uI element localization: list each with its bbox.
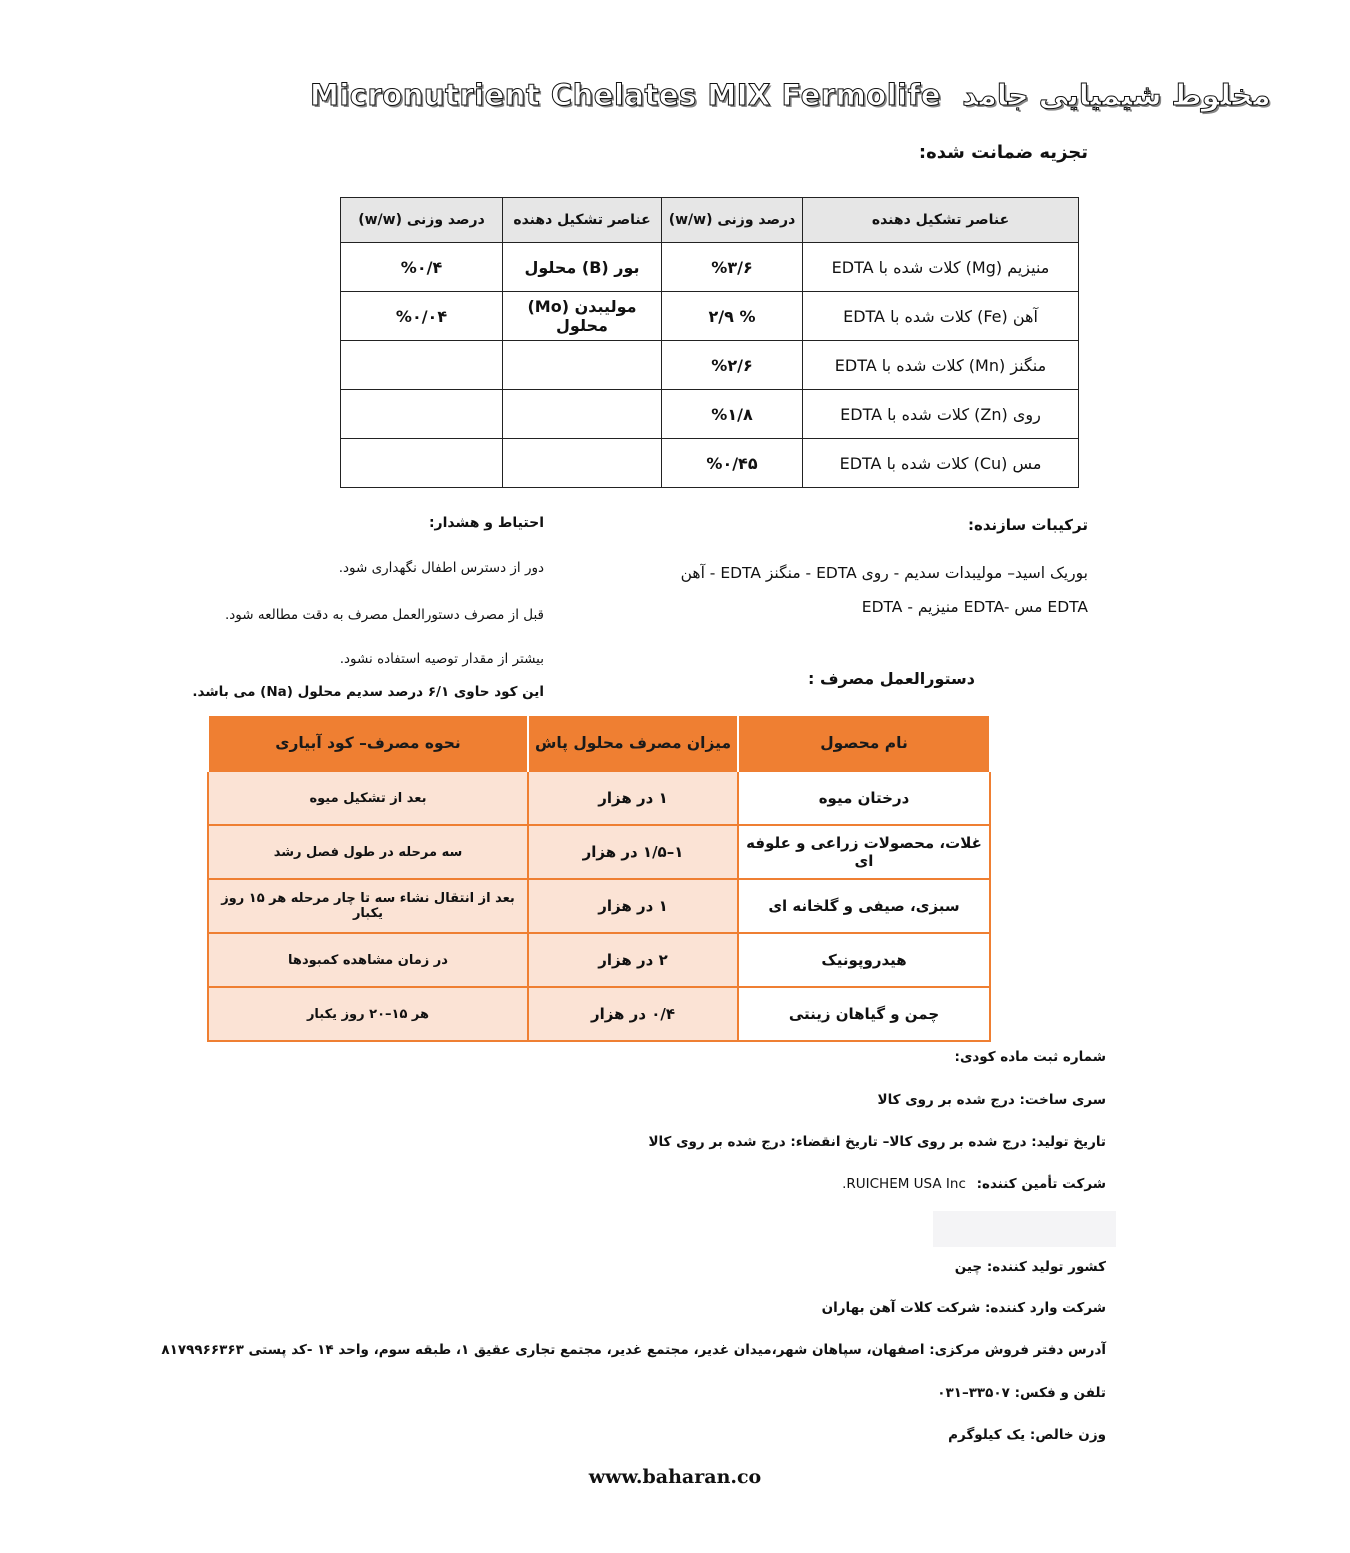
composition-label: ترکیبات سازنده: [967,516,1088,534]
application-method: هر ۱۵–۲۰ روز یکبار [208,987,528,1041]
element-name: مولیبدن (Mo) محلول [503,292,662,341]
table-row [208,879,990,933]
batch-number: سری ساخت: درج شده بر روی کالا [877,1092,1106,1108]
element-percent: %۰/۴ [341,243,503,292]
element-percent: %۱/۸ [662,390,803,439]
website-link[interactable]: www.baharan.co [588,1466,762,1488]
spray-rate: ۱ در هزار [528,879,738,933]
table-row [208,987,990,1041]
usage-table [207,716,991,1042]
application-method: بعد از انتقال نشاء سه تا چار مرحله هر ۱۵ روز یکبار [208,879,528,933]
table-row [208,771,990,825]
table-row [341,341,1079,390]
table-row [341,292,1079,341]
usage-header: نحوه مصرف– کود آبیاری [208,716,528,771]
empty-cell [341,341,503,390]
analysis-header: عناصر تشکیل دهنده [503,198,662,243]
empty-cell [341,390,503,439]
element-name: بور (B) محلول [503,243,662,292]
empty-cell [341,439,503,488]
element-percent: %۳/۶ [662,243,803,292]
office-address: آدرس دفتر فروش مرکزی: اصفهان، سپاهان شهر،میدان غدیر، مجتمع غدیر، مجتمع تجاری عقیق ۱، طبقه سوم، واحد ۱۴ -کد پستی ۸۱۷۹۹۶۶۳۶۳ [161,1342,1106,1358]
spray-rate: ۱ در هزار [528,771,738,825]
warning-label: احتیاط و هشدار: [428,515,544,531]
composition-line: بوریک اسید– مولیبدات سدیم - روی EDTA - منگنز EDTA - آهن [680,564,1088,582]
usage-header: نام محصول [738,716,990,771]
usage-label: دستورالعمل مصرف : [808,669,975,688]
producer-country: کشور تولید کننده: چین [954,1259,1106,1275]
warning-item: دور از دسترس اطفال نگهداری شود. [338,560,544,576]
empty-cell [503,390,662,439]
supplier-value: RUICHEM USA Inc. [842,1176,966,1192]
element-percent: %۲/۶ [662,341,803,390]
warning-item: قبل از مصرف دستورالعمل مصرف به دقت مطالعه شود. [225,607,544,623]
page-title [310,78,1271,122]
guarantee-heading: تجزیه ضمانت شده: [918,142,1088,163]
element-percent: %۰/۰۴ [341,292,503,341]
element-percent: %۰/۴۵ [662,439,803,488]
element-name: منیزیم (Mg) کلات شده با EDTA [803,243,1079,292]
analysis-header: درصد وزنی (w/w) [341,198,503,243]
element-name: آهن (Fe) کلات شده با EDTA [803,292,1079,341]
table-row [208,933,990,987]
usage-header: میزان مصرف محلول پاش [528,716,738,771]
element-name: منگنز (Mn) کلات شده با EDTA [803,341,1079,390]
supplier-label: شرکت تأمین کننده: [976,1176,1106,1192]
crop-name: هیدروپونیک [738,933,990,987]
phone-fax: تلفن و فکس: ۳۳۵۰۷–۰۳۱ [937,1385,1106,1401]
table-row [208,825,990,879]
title-en: Micronutrient Chelates MIX Fermolife [310,78,941,112]
application-method: سه مرحله در طول فصل رشد [208,825,528,879]
title-fa: مخلوط شیمیایی جامد [962,78,1271,112]
application-method: در زمان مشاهده کمبودها [208,933,528,987]
net-weight: وزن خالص: یک کیلوگرم [948,1427,1106,1443]
empty-cell [503,341,662,390]
table-row [341,243,1079,292]
spray-rate: ۰/۴ در هزار [528,987,738,1041]
table-row [341,439,1079,488]
analysis-header: درصد وزنی (w/w) [662,198,803,243]
registration-number: شماره ثبت ماده کودی: [954,1049,1106,1065]
warning-item: این کود حاوی ۶/۱ درصد سدیم محلول (Na) می باشد. [192,684,544,700]
element-percent: % ۲/۹ [662,292,803,341]
crop-name: سبزی، صیفی و گلخانه ای [738,879,990,933]
element-name: مس (Cu) کلات شده با EDTA [803,439,1079,488]
importer: شرکت وارد کننده: شرکت کلات آهن بهاران [821,1300,1106,1316]
analysis-header: عناصر تشکیل دهنده [803,198,1079,243]
usage-header-row [208,716,990,771]
analysis-header-row [341,198,1079,243]
warning-item: بیشتر از مقدار توصیه استفاده نشود. [339,651,544,667]
crop-name: درختان میوه [738,771,990,825]
spray-rate: ۱–۱/۵ در هزار [528,825,738,879]
empty-cell [503,439,662,488]
composition-line: EDTA - منیزیم EDTA- مس EDTA [861,598,1088,616]
analysis-table [340,197,1079,488]
table-row [341,390,1079,439]
crop-name: چمن و گیاهان زینتی [738,987,990,1041]
supplier-line [842,1176,1106,1192]
placeholder-box [933,1211,1116,1247]
application-method: بعد از تشکیل میوه [208,771,528,825]
element-name: روی (Zn) کلات شده با EDTA [803,390,1079,439]
production-expiry-dates: تاریخ تولید: درج شده بر روی کالا– تاریخ انقضاء: درج شده بر روی کالا [648,1134,1106,1150]
crop-name: غلات، محصولات زراعی و علوفه ای [738,825,990,879]
spray-rate: ۲ در هزار [528,933,738,987]
